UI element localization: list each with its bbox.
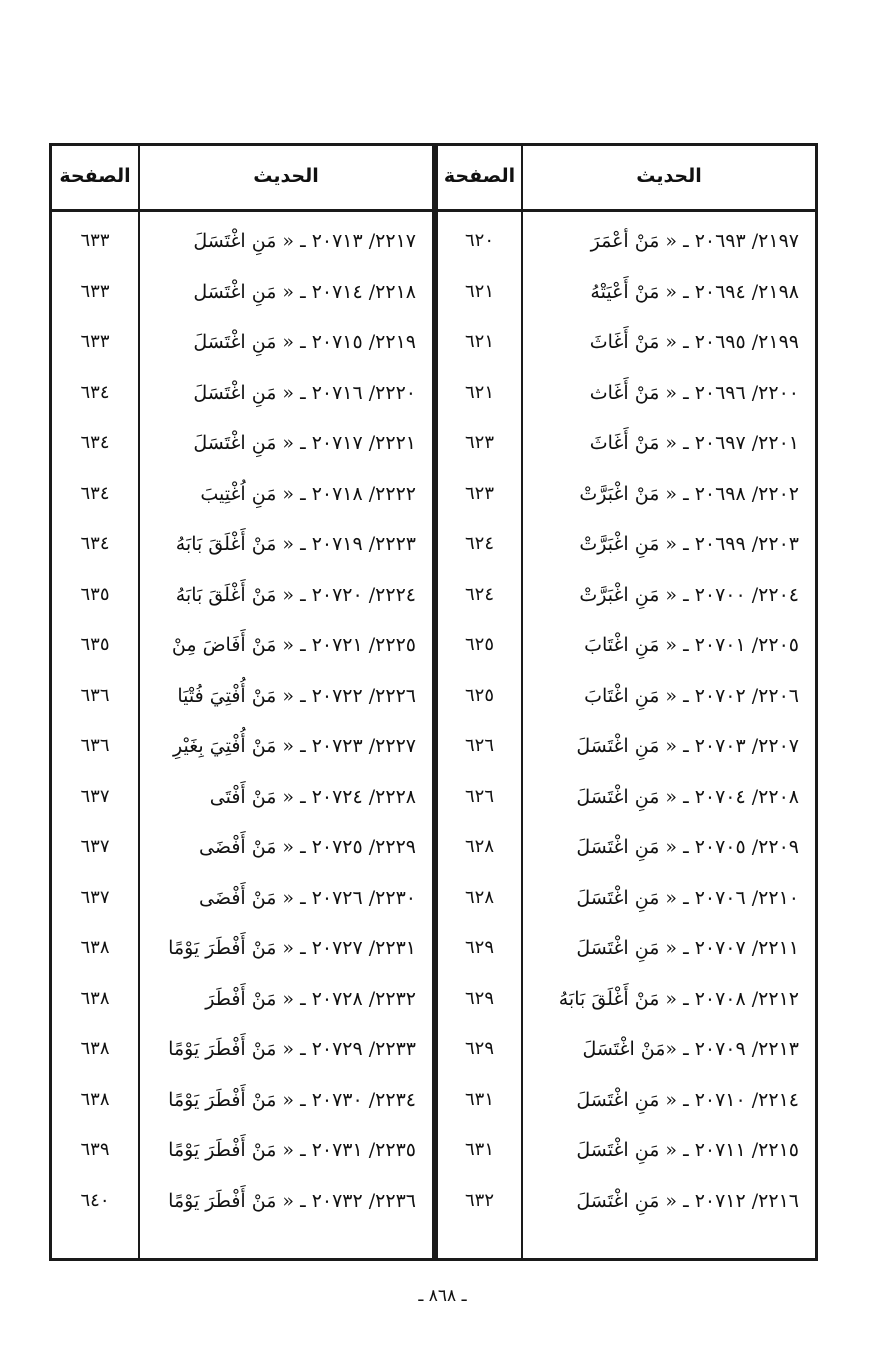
hadith-entry-right: ٢٢٠٦/ ٢٠٧٠٢ ـ « مَنِ اغْتَابَ xyxy=(584,684,799,707)
page-ref-right: ٦٢٣ xyxy=(464,432,494,453)
hadith-entry-left: ٢٢٢٩/ ٢٠٧٢٥ ـ « مَنْ أَفْضَى xyxy=(199,836,416,858)
table-row xyxy=(52,519,815,570)
table-body xyxy=(52,212,815,1258)
page-ref-left: ٦٣٤ xyxy=(80,432,110,453)
page-ref-left: ٦٣٤ xyxy=(80,381,110,403)
table-row xyxy=(52,671,815,722)
hadith-entry-left: ٢٢٢٢/ ٢٠٧١٨ ـ « مَنِ اُغْتِيبَ xyxy=(200,482,416,505)
hadith-entry-right: ٢٢٠٢/ ٢٠٦٩٨ ـ « مَنْ اغْبَرَّتْ xyxy=(579,482,799,505)
hadith-entry-left: ٢٢٣٦/ ٢٠٧٣٢ ـ « مَنْ أَفْطَرَ يَوْمًا xyxy=(168,1189,416,1212)
table-row xyxy=(52,1125,815,1176)
table-row xyxy=(52,469,815,520)
page-ref-left: ٦٣٥ xyxy=(80,583,110,605)
page-ref-left: ٦٣٦ xyxy=(80,684,110,706)
table-row xyxy=(52,368,815,419)
page-ref-left: ٦٣٨ xyxy=(80,987,110,1009)
page-ref-right: ٦٢٨ xyxy=(464,836,494,857)
hadith-entry-left: ٢٢٢٤/ ٢٠٧٢٠ ـ « مَنْ أَغْلَقَ بَابَهُ xyxy=(175,583,416,606)
table-row xyxy=(52,570,815,621)
hadith-entry-left: ٢٢٢٥/ ٢٠٧٢١ ـ « مَنْ أَفَاضَ مِنْ xyxy=(171,634,416,656)
page-ref-right: ٦٣١ xyxy=(464,1139,494,1160)
table-row xyxy=(52,974,815,1025)
hadith-entry-right: ٢١٩٨/ ٢٠٦٩٤ ـ « مَنْ أَعْيَتْهُ xyxy=(590,280,799,303)
page-ref-left: ٦٣٤ xyxy=(80,533,110,554)
table-header xyxy=(52,146,815,212)
hadith-entry-right: ٢٢٠٤/ ٢٠٧٠٠ ـ « مَنِ اغْبَرَّتْ xyxy=(579,583,799,606)
hadith-entry-right: ٢٢٠٧/ ٢٠٧٠٣ ـ « مَنِ اغْتَسَلَ xyxy=(576,735,799,757)
page-ref-right: ٦٢٣ xyxy=(464,482,494,504)
page-ref-right: ٦٣١ xyxy=(464,1088,494,1110)
page-ref-right: ٦٢٥ xyxy=(464,634,494,655)
table-row xyxy=(52,267,815,318)
page-ref-left: ٦٣٦ xyxy=(80,735,110,756)
page-ref-right: ٦٢١ xyxy=(464,381,494,403)
page-ref-right: ٦٢٩ xyxy=(464,987,494,1009)
page-ref-left: ٦٣٨ xyxy=(80,1088,110,1110)
hadith-entry-right: ٢٢٠٥/ ٢٠٧٠١ ـ « مَنِ اغْتَابَ xyxy=(584,634,799,656)
hadith-entry-right: ٢٢٠٠/ ٢٠٦٩٦ ـ « مَنْ أَغَاث xyxy=(589,381,799,404)
page-ref-left: ٦٣٩ xyxy=(80,1139,110,1160)
hadith-entry-left: ٢٢١٩/ ٢٠٧١٥ ـ « مَنِ اغْتَسَلَ xyxy=(193,331,416,353)
hadith-entry-right: ٢٢٠١/ ٢٠٦٩٧ ـ « مَنْ أَغَاثَ xyxy=(589,432,799,454)
hadith-entry-left: ٢٢٢٨/ ٢٠٧٢٤ ـ « مَنْ أَفْتَى xyxy=(209,785,416,808)
hadith-entry-right: ٢٢٠٣/ ٢٠٦٩٩ ـ « مَنِ اغْبَرَّتْ xyxy=(579,533,799,555)
page-ref-right: ٦٢٦ xyxy=(464,735,494,756)
page-ref-right: ٦٢١ xyxy=(464,280,494,302)
hadith-entry-left: ٢٢٢٧/ ٢٠٧٢٣ ـ « مَنْ أُفْتِيَ بِغَيْرِ xyxy=(173,735,416,757)
page-ref-right: ٦٢٠ xyxy=(464,230,494,251)
hadith-entry-left: ٢٢٢١/ ٢٠٧١٧ ـ « مَنِ اغْتَسَلَ xyxy=(193,432,416,454)
hadith-entry-right: ٢٢١٢/ ٢٠٧٠٨ ـ « مَنْ أَغْلَقَ بَابَهُ xyxy=(558,987,799,1010)
hadith-entry-right: ٢١٩٩/ ٢٠٦٩٥ ـ « مَنْ أَغَاثَ xyxy=(589,331,799,353)
table-row xyxy=(52,216,815,267)
hadith-entry-left: ٢٢٣٣/ ٢٠٧٢٩ ـ « مَنْ أَفْطَرَ يَوْمًا xyxy=(168,1038,416,1060)
hadith-entry-left: ٢٢٢٠/ ٢٠٧١٦ ـ « مَنِ اغْتَسَلَ xyxy=(193,381,416,404)
page-ref-right: ٦٢٥ xyxy=(464,684,494,706)
table-row xyxy=(52,418,815,469)
hadith-entry-right: ٢٢١٥/ ٢٠٧١١ ـ « مَنِ اغْتَسَلَ xyxy=(576,1139,799,1161)
header-hadith-right: الحديث xyxy=(636,165,702,187)
hadith-entry-left: ٢٢٢٣/ ٢٠٧١٩ ـ « مَنْ أَغْلَقَ بَابَهُ xyxy=(175,533,416,555)
table-row xyxy=(52,873,815,924)
header-page-right: الصفحة xyxy=(443,165,516,187)
page-ref-left: ٦٣٧ xyxy=(80,886,110,908)
page-ref-left: ٦٣٣ xyxy=(80,331,110,352)
table-row xyxy=(52,1024,815,1075)
page-ref-left: ٦٣٥ xyxy=(80,634,110,655)
page-number: ـ ٨٦٨ ـ xyxy=(418,1286,467,1306)
hadith-entry-right: ٢٢١٤/ ٢٠٧١٠ ـ « مَنِ اغْتَسَلَ xyxy=(576,1088,799,1111)
page-ref-left: ٦٣٣ xyxy=(80,230,110,251)
table-row xyxy=(52,923,815,974)
page-ref-left: ٦٣٤ xyxy=(80,482,110,504)
page-ref-left: ٦٣٧ xyxy=(80,785,110,807)
hadith-entry-left: ٢٢٣٤/ ٢٠٧٣٠ ـ « مَنْ أَفْطَرَ يَوْمًا xyxy=(168,1088,416,1111)
hadith-entry-left: ٢٢١٨/ ٢٠٧١٤ ـ « مَنِ اغْتَسَل xyxy=(193,280,416,303)
hadith-entry-left: ٢٢٣٠/ ٢٠٧٢٦ ـ « مَنْ أَفْضَى xyxy=(199,886,416,909)
hadith-entry-left: ٢٢٢٦/ ٢٠٧٢٢ ـ « مَنْ أُفْتِيَ فُتْيَا xyxy=(177,684,416,707)
page-ref-right: ٦٢١ xyxy=(464,331,494,352)
hadith-entry-left: ٢٢٣١/ ٢٠٧٢٧ ـ « مَنْ أَفْطَرَ يَوْمًا xyxy=(168,937,416,959)
table-row xyxy=(52,772,815,823)
hadith-entry-right: ٢٢٠٨/ ٢٠٧٠٤ ـ « مَنِ اغْتَسَلَ xyxy=(576,785,799,808)
page-ref-right: ٦٢٤ xyxy=(464,533,494,554)
page-ref-right: ٦٢٦ xyxy=(464,785,494,807)
table-row xyxy=(52,1075,815,1126)
hadith-entry-right: ٢١٩٧/ ٢٠٦٩٣ ـ « مَنْ أعْمَرَ xyxy=(590,230,799,252)
hadith-entry-right: ٢٢٠٩/ ٢٠٧٠٥ ـ « مَنِ اغْتَسَلَ xyxy=(576,836,799,858)
hadith-entry-right: ٢٢١٠/ ٢٠٧٠٦ ـ « مَنِ اغْتَسَلَ xyxy=(576,886,799,909)
hadith-entry-left: ٢٢٣٥/ ٢٠٧٣١ ـ « مَنْ أَفْطَرَ يَوْمًا xyxy=(168,1139,416,1161)
hadith-entry-right: ٢٢١٦/ ٢٠٧١٢ ـ « مَنِ اغْتَسَلَ xyxy=(576,1189,799,1212)
header-hadith-left: الحديث xyxy=(253,165,319,187)
table-row xyxy=(52,1176,815,1227)
page-ref-right: ٦٣٢ xyxy=(464,1189,494,1211)
page-ref-right: ٦٢٤ xyxy=(464,583,494,605)
page-ref-right: ٦٢٩ xyxy=(464,937,494,958)
header-page-left: الصفحة xyxy=(59,165,131,187)
table-row xyxy=(52,317,815,368)
hadith-entry-left: ٢٢٣٢/ ٢٠٧٢٨ ـ « مَنْ أَفْطَرَ xyxy=(205,987,416,1010)
table-row xyxy=(52,822,815,873)
hadith-entry-right: ٢٢١٣/ ٢٠٧٠٩ ـ «مَنْ اغْتَسَلَ xyxy=(582,1038,799,1060)
page-ref-left: ٦٤٠ xyxy=(80,1189,110,1211)
page-ref-left: ٦٣٨ xyxy=(80,937,110,958)
page-ref-left: ٦٣٨ xyxy=(80,1038,110,1059)
hadith-entry-left: ٢٢١٧/ ٢٠٧١٣ ـ « مَنِ اغْتَسَلَ xyxy=(193,230,416,252)
page-ref-left: ٦٣٣ xyxy=(80,280,110,302)
page-ref-left: ٦٣٧ xyxy=(80,836,110,857)
hadith-index-table xyxy=(49,143,818,1261)
table-row xyxy=(52,620,815,671)
page-ref-right: ٦٢٨ xyxy=(464,886,494,908)
hadith-entry-right: ٢٢١١/ ٢٠٧٠٧ ـ « مَنِ اغْتَسَلَ xyxy=(576,937,799,959)
table-row xyxy=(52,721,815,772)
page-ref-right: ٦٢٩ xyxy=(464,1038,494,1059)
